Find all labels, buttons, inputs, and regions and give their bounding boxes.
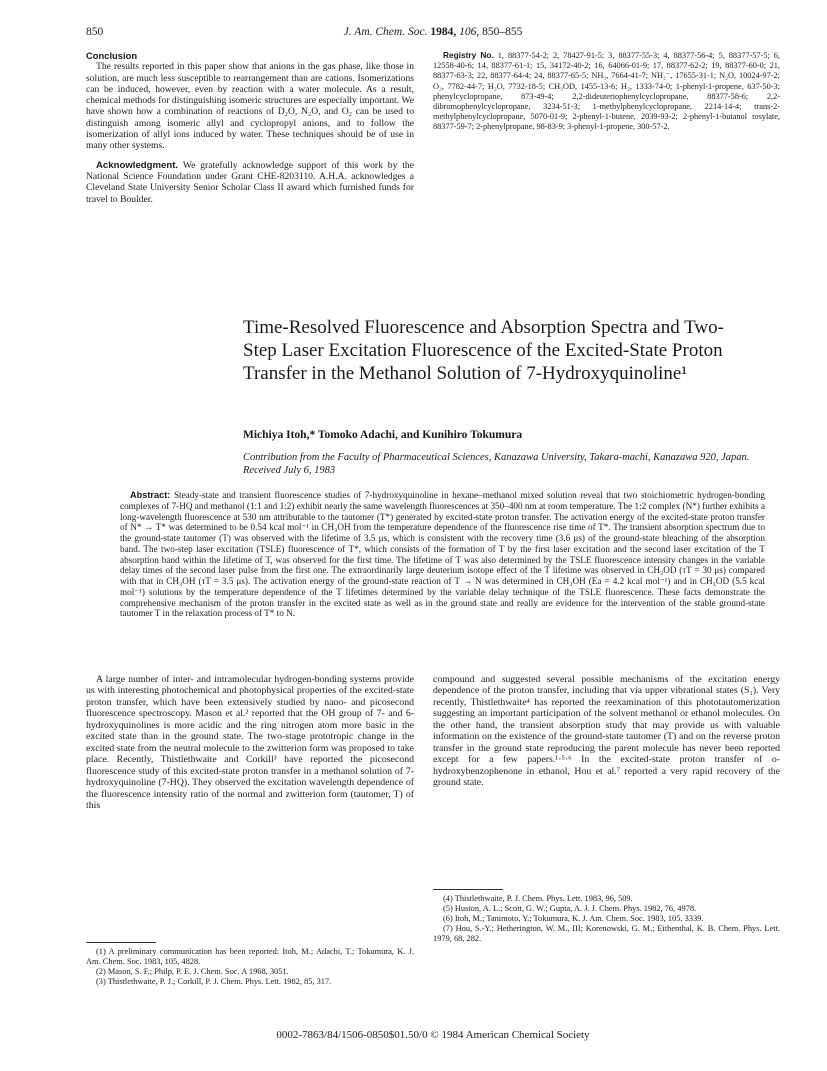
running-header — [86, 26, 780, 42]
journal-pages: 850–855 — [482, 26, 523, 38]
footnotes-right — [433, 894, 780, 944]
conclusion-text: The results reported in this paper show that anions in the gas phase, like those in solution, are much less susceptible to rearrangement than are cations. Isomerizations can be induced, however, even by reaction with a water molecule. As a result, chemical methods for distinguishing isomeric structures are especially important. We have shown how a combination of reactions of D₂O, N₂O, and O₂ can be used to distinguish among isomeric allyl and cyclopropyl anions, and to follow the isomerization of allyl ions induced by water. These techniques should be of use in many other systems. — [86, 61, 414, 152]
article-title: Time-Resolved Fluorescence and Absorption Spectra and Two-Step Laser Excitation Fluorescence of the Excited-State Proton Transfer in the Methanol Solution of 7-Hydroxyquinoline¹ — [243, 317, 724, 384]
page-number: 850 — [86, 26, 104, 38]
footnote: (4) Thistlethwaite, P. J. Chem. Phys. Lett. 1983, 96, 509. — [443, 894, 633, 903]
abstract-text: Steady-state and transient fluorescence studies of 7-hydroxyquinoline in hexane–methanol mixed solution reveal that two stoichiometric hydrogen-bonding complexes of 7-HQ and methanol (1:1 and 1:2) exhibit nearly the same wavelength fluorescences at 350–400 nm at room temperature. The 1:2 complex (N*) further exhibits a long-wavelength fluorescence at 530 nm attributable to the tautomer (T*) generated by excited-state proton transfer. The activation energy of the excited-state proton transfer of N* → T* was determined to be 0.54 kcal mol⁻¹ in CH₃OH from the temperature dependence of the fluorescence rise time of T*. The transient absorption spectrum due to the ground-state tautomer (T) was observed with the lifetime of 3.5 μs, which is consistent with the recovery time (3.6 μs) of the ground-state bleaching of the absorption band. The two-step laser excitation (TSLE) fluorescence of T*, which consists of the formation of T by the first laser excitation and the second laser excitation of the T absorption band within the lifetime of T, was observed for the first time. The lifetime of T was also determined by the TSLE fluorescence intensity changes in the variable delay times of the second laser pulse from the first one. The extraordinarily large deuterium isotope effect of the T lifetime was observed in CH₃OD (τT = 30 μs) compared with that in CH₃OH (τT = 3.5 μs). The activation energy of the ground-state reaction of T → N was determined in CH₃OH (Ea = 4.2 kcal mol⁻¹) and in CH₃OD (5.5 kcal mol⁻¹) solutions by the temperature dependence of the T lifetimes determined by the variable delay technique of the TSLE fluorescence. These facts demonstrate the comprehensive mechanism of the proton transfer in the excited state as well as in the ground state and really are evidence for the intervention of the stable ground-state tautomer T in the relaxation process of T* to N. — [120, 490, 766, 619]
acknowledgment-text: We gratefully acknowledge support of this work by the National Science Foundation under Grant CHE-8203110. A.H.A. acknowledges a Cleveland State University Senior Scholar Class II award which furnished funds for travel to Boulder. — [86, 159, 414, 205]
footnote: (1) A preliminary communication has been reported: Itoh, M.; Adachi, T.; Tokumura, K. J. Am. Chem. Soc. 1983, 105, 4828. — [86, 947, 414, 967]
body-right-column — [433, 674, 780, 789]
previous-article-left-column — [86, 50, 414, 205]
footnote: (3) Thistlethwaite, P. J.; Corkill, P. J. Chem. Phys. Lett. 1982, 85, 317. — [96, 977, 332, 987]
previous-article-right-column — [433, 50, 780, 133]
acknowledgment-paragraph — [86, 160, 414, 205]
footnotes-left — [86, 947, 414, 987]
article-affiliation: Contribution from the Faculty of Pharmaceutical Sciences, Kanazawa University, Takara-machi, Kanazawa 920, Japan. Received July 6, 1983 — [243, 452, 750, 476]
abstract-label: Abstract: — [130, 490, 171, 500]
registry-paragraph — [433, 50, 780, 133]
footnote: (7) Hou, S.-Y.; Hetherington, W. M., III; Korenowski, G. M.; Eithenthal, K. B. Chem. Phys. Lett. 1979, 68, 282. — [433, 924, 780, 944]
body-paragraph-left: A large number of inter- and intramolecular hydrogen-bonding systems provide us with interesting photochemical and photophysical properties of the excited-state proton transfer, which have been extensively studied by nano- and picosecond fluorescence spectroscopy. Mason et al.² reported that the OH group of 7- and 6-hydroxyquinolines is more acidic and the ring nitrogen atom more basic in the excited state than in the ground state. The two-stage prototropic change in the excited state from the neutral molecule to the zwitterion form was proposed to take place. Recently, Thistlethwaite and Corkill³ have reported the picosecond fluorescence study of this excited-state proton transfer in a methanol solution of 7-hydroxyquinoline (7-HQ). They observed the excitation wavelength dependence of the fluorescence intensity ratio of the normal and zwitterion form (tautomer, T) of this — [86, 674, 414, 811]
journal-year: 1984, — [430, 26, 457, 38]
body-left-column — [86, 674, 414, 811]
article-authors: Michiya Itoh,* Tomoko Adachi, and Kunihiro Tokumura — [243, 429, 523, 441]
conclusion-heading: Conclusion — [86, 50, 138, 61]
acknowledgment-label: Acknowledgment. — [96, 159, 179, 171]
journal-citation — [86, 26, 780, 38]
registry-label: Registry No. — [443, 50, 494, 60]
footnote: (2) Mason, S. F.; Philp, P. E. J. Chem. Soc. A 1968, 3051. — [96, 967, 289, 977]
journal-volume: 106, — [459, 26, 480, 38]
registry-text: 1, 88377-54-2; 2, 78427-91-5; 3, 88377-55-3; 4, 88377-56-4; 5, 88377-57-5; 6, 12558-40-6; 14, 88377-61-1; 15, 34172-40-2; 16, 64066-01-9; 17, 88377-62-2; 19, 88377-60-0; 21, 88377-63-3; 22, 88377-64-4; 24, 88377-65-5; NH₃, 7664-41-7; NH₂⁻, 17655-31-1; N₂O, 10024-97-2; O₂, 7782-44-7; H₂O, 7732-18-5; CH₃OD, 1455-13-6; H₂, 1333-74-0; 1-phenyl-1-propene, 637-50-3; phenylcyclopropane, 873-49-4; 2,2-dideuteriophenylcyclopropane, 88377-58-6; 2,2-dibromophenylcyclopropane, 3234-51-3; 1-methylphenylcyclopropane, 2214-14-4; trans-2-methylphenylcyclopropane, 5070-01-9; 2-phenyl-1-butene, 2039-93-2; 2-phenyl-1-butanol tosylate, 88377-59-7; 2-phenylpropane, 98-83-9; 3-phenyl-1-propene, 300-57-2. — [433, 51, 780, 132]
body-paragraph-right: compound and suggested several possible mechanisms of the excitation energy dependence of the proton transfer, including that via upper vibrational states (S₁). Very recently, Thistlethwaite⁴ has reported the reexamination of this phototautomerization suggesting an important participation of the solvent methanol or ethanol molecules. On the other hand, the transient absorption study that may provide us with valuable information on the existence of the ground-state tautomer (T) and on the reverse proton transfer in the ground state reproducing the parent molecule has never been reported except for a few papers.¹·⁵·⁶ In the excited-state proton transfer of o-hydroxybenzophenone in ethanol, Hou et al.⁷ reported a very rapid recovery of the ground state. — [433, 674, 780, 789]
footnote: (6) Itoh, M.; Tanimoto, Y.; Tokumura, K. J. Am. Chem. Soc. 1983, 105, 3339. — [443, 914, 704, 924]
footnote: (5) Huston, A. L.; Scott, G. W.; Gupta, A. J. J. Chem. Phys. 1982, 76, 4978. — [443, 904, 697, 914]
page-footer: 0002-7863/84/1506-0850$01.50/0 © 1984 American Chemical Society — [276, 1029, 590, 1041]
footnote-divider-left — [86, 942, 156, 943]
article-abstract — [120, 490, 765, 619]
journal-name: J. Am. Chem. Soc. — [343, 26, 428, 38]
footnote-divider-right — [433, 889, 503, 890]
